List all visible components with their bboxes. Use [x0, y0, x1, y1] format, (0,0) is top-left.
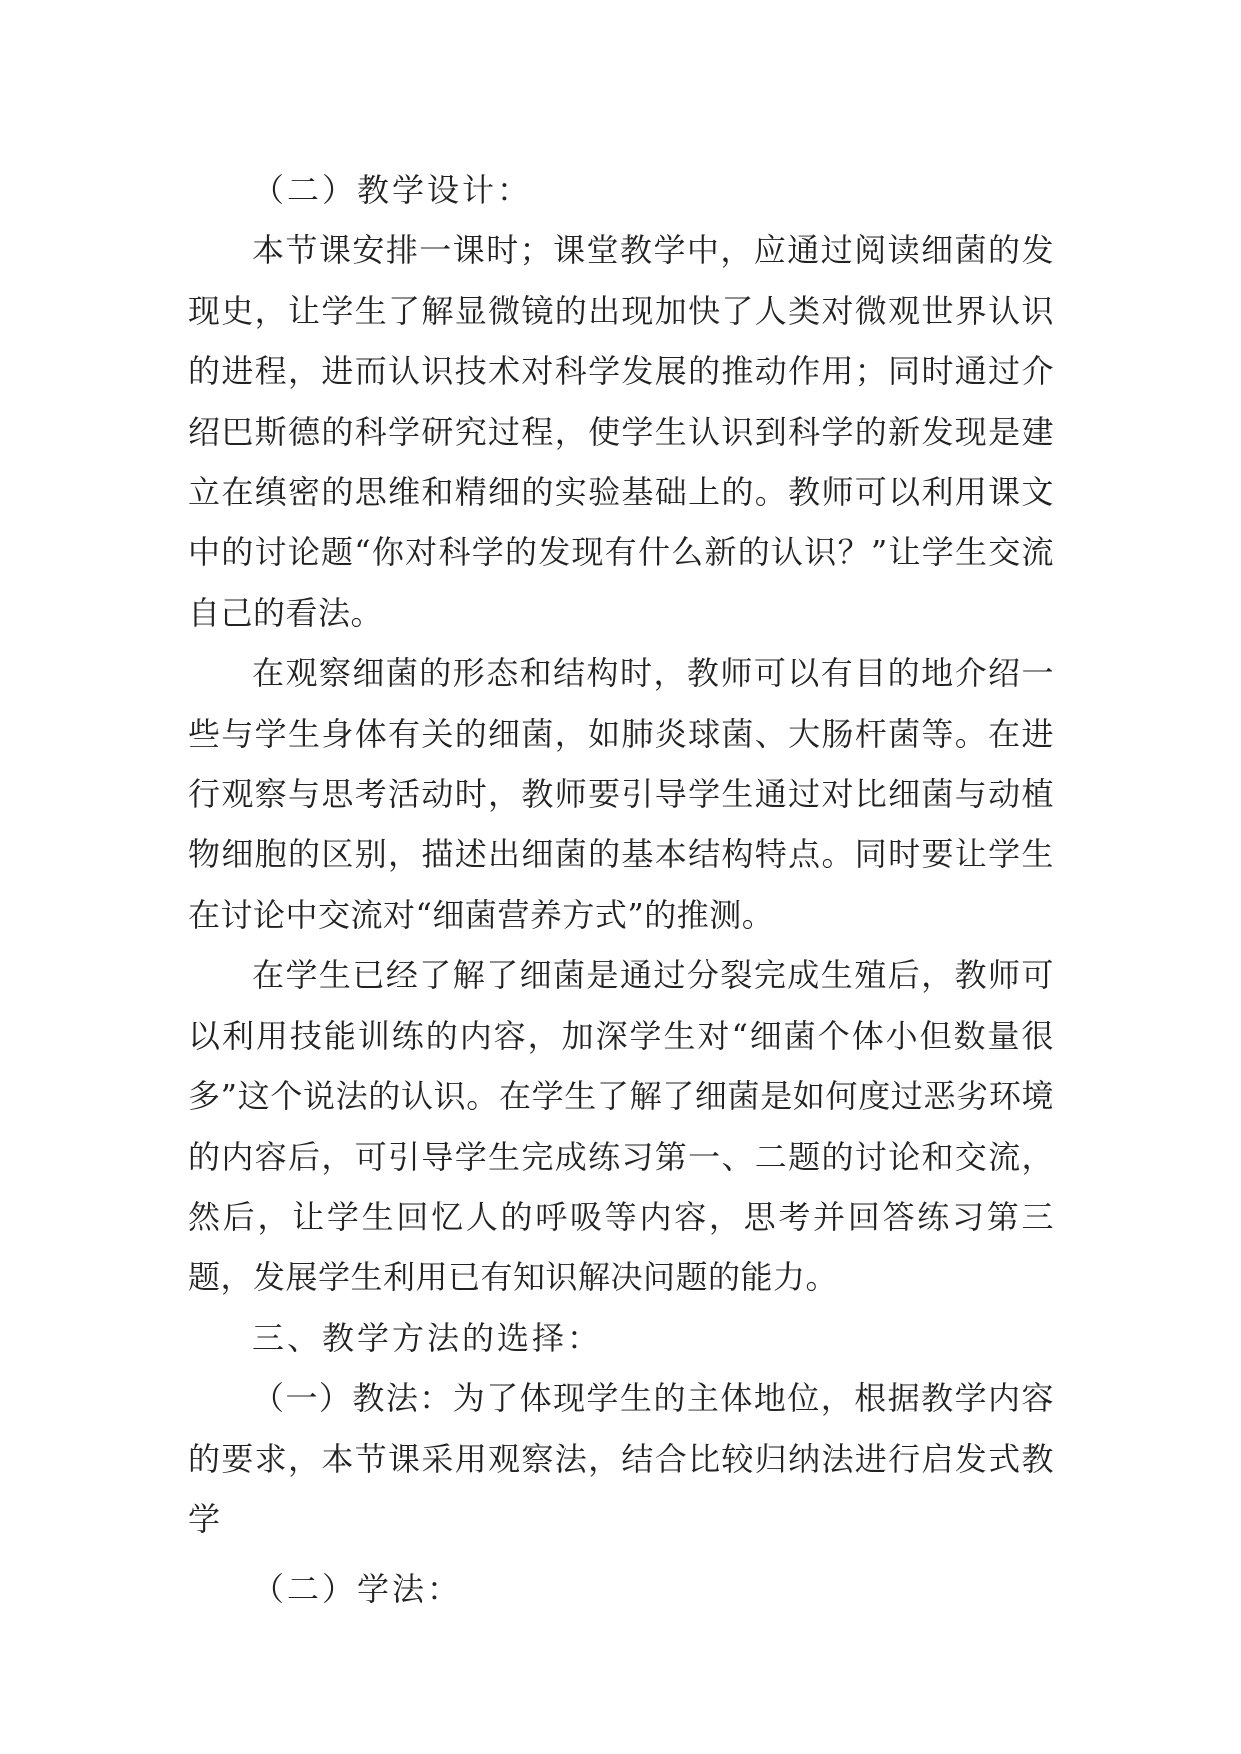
paragraph-reproduction: 在学生已经了解了细菌是通过分裂完成生殖后，教师可以利用技能训练的内容，加深学生对“细菌个体小但数量很多”这个说法的认识。在学生了解了细菌是如何度过恶劣环境的内容后，可引导学生完成练习第一、二题的讨论和交流，然后，让学生回忆人的呼吸等内容，思考并回答练习第三题，发展学生利用已有知识解决问题的能力。	[188, 956, 1054, 1297]
paragraph-teaching-method: （一）教法：为了体现学生的主体地位，根据教学内容的要求，本节课采用观察法，结合比较归纳法进行启发式教学	[188, 1379, 1054, 1538]
paragraph-observation: 在观察细菌的形态和结构时，教师可以有目的地介绍一些与学生身体有关的细菌，如肺炎球菌、大肠杆菌等。在进行观察与思考活动时，教师要引导学生通过对比细菌与动植物细胞的区别，描述出细菌的基本结构特点。同时要让学生在讨论中交流对“细菌营养方式”的推测。	[188, 654, 1054, 934]
section-heading-learning-method: （二）学法：	[252, 1570, 463, 1609]
paragraph-class-arrangement: 本节课安排一课时；课堂教学中，应通过阅读细菌的发现史，让学生了解显微镜的出现加快了人类对微观世界认识的进程，进而认识技术对科学发展的推动作用；同时通过介绍巴斯德的科学研究过程，使学生认识到科学的新发现是建立在缜密的思维和精细的实验基础上的。教师可以利用课文中的讨论题“你对科学的发现有什么新的认识？”让学生交流自己的看法。	[188, 231, 1054, 632]
section-heading-methods: 三、教学方法的选择：	[252, 1318, 603, 1357]
document-body	[188, 160, 1054, 1620]
section-heading-teaching-design: （二）教学设计：	[252, 171, 533, 209]
